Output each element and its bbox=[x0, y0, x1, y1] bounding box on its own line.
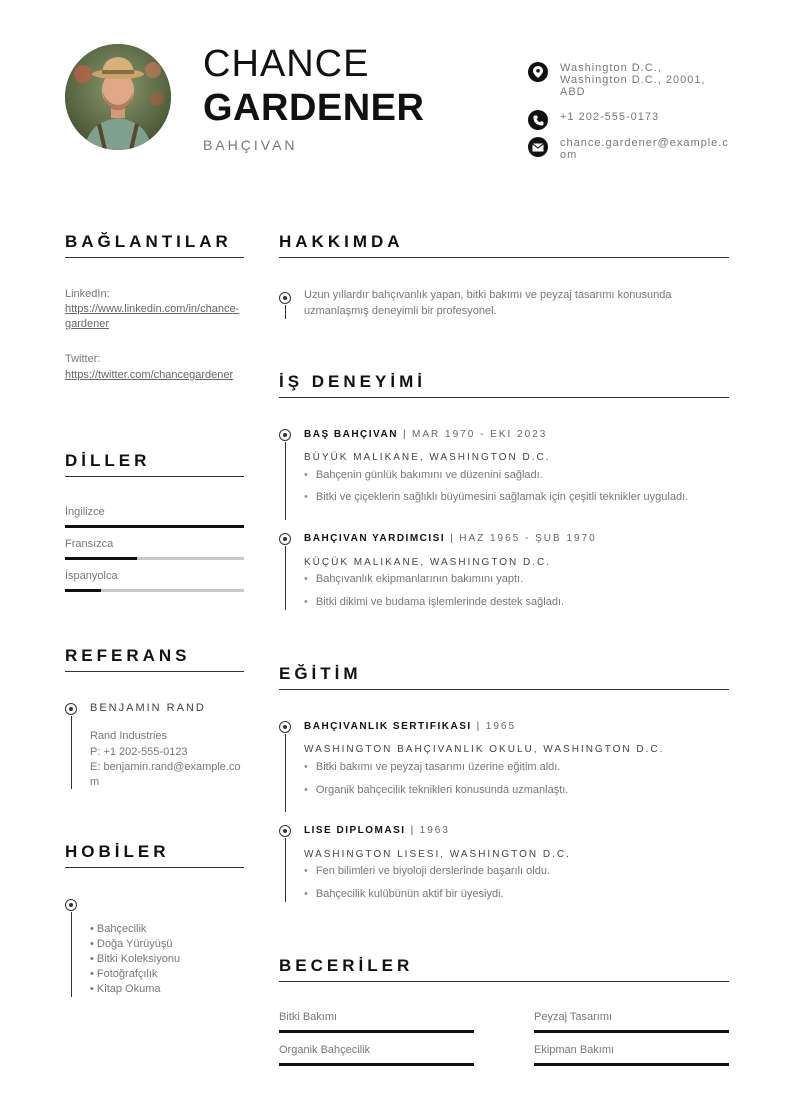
linkedin-label: LinkedIn: bbox=[65, 288, 110, 300]
address-text: Washington D.C., Washington D.C., 20001, ABD bbox=[560, 62, 706, 98]
twitter-link[interactable]: https://twitter.com/chancegardener bbox=[65, 369, 234, 381]
timeline-line bbox=[71, 912, 72, 997]
timeline-line bbox=[285, 734, 286, 812]
profile-photo bbox=[65, 44, 171, 150]
timeline-dot-icon bbox=[279, 721, 291, 733]
last-name: GARDENER bbox=[203, 87, 425, 129]
languages-heading: DİLLER bbox=[65, 451, 151, 470]
experience-role: BAŞ BAHÇIVAN bbox=[304, 429, 398, 440]
experience-company: BÜYÜK MALIKANE, WASHINGTON D.C. bbox=[304, 452, 551, 463]
language-english: İngilizce bbox=[65, 506, 105, 518]
timeline-dot-icon bbox=[279, 825, 291, 837]
separator: | bbox=[476, 721, 481, 732]
experience-rule bbox=[279, 397, 729, 398]
education-rule bbox=[279, 689, 729, 690]
experience-heading: İŞ DENEYİMİ bbox=[279, 372, 426, 391]
education-bullet: • Fen bilimleri ve biyoloji derslerinde başarılı oldu. bbox=[304, 865, 550, 877]
timeline-line bbox=[285, 305, 286, 319]
timeline-line bbox=[71, 716, 72, 789]
skill-bar bbox=[534, 1063, 729, 1066]
about-rule bbox=[279, 257, 729, 258]
timeline-dot-icon bbox=[279, 533, 291, 545]
timeline-line bbox=[285, 546, 286, 610]
linkedin-link[interactable]: https://www.linkedin.com/in/chance-gardener bbox=[65, 303, 240, 330]
timeline-dot-icon bbox=[65, 899, 77, 911]
separator: | bbox=[450, 533, 455, 544]
hobbies-heading: HOBİLER bbox=[65, 842, 170, 861]
education-date: 1963 bbox=[419, 825, 450, 836]
education-school: WASHINGTON LISESI, WASHINGTON D.C. bbox=[304, 849, 571, 860]
profile-photo-image bbox=[65, 44, 171, 150]
skill-bar bbox=[279, 1063, 474, 1066]
timeline-dot-icon bbox=[279, 429, 291, 441]
language-level-fill bbox=[65, 589, 101, 592]
hobby-item: • Bitki Koleksiyonu bbox=[90, 953, 181, 965]
skill-bar bbox=[534, 1030, 729, 1033]
skills-heading: BECERİLER bbox=[279, 956, 414, 975]
envelope-icon bbox=[528, 137, 548, 157]
education-school: WASHINGTON BAHÇIVANLIK OKULU, WASHINGTON D.C. bbox=[304, 744, 665, 755]
language-level-fill bbox=[65, 525, 244, 528]
timeline-dot-icon bbox=[65, 703, 77, 715]
email-text: chance.gardener@example.com bbox=[560, 137, 729, 161]
reference-email: E: benjamin.rand@example.com bbox=[90, 761, 241, 788]
experience-role: BAHÇIVAN YARDIMCISI bbox=[304, 533, 446, 544]
experience-date: MAR 1970 - EKI 2023 bbox=[412, 429, 548, 440]
references-rule bbox=[65, 671, 244, 672]
skill-label: Organik Bahçecilik bbox=[279, 1044, 371, 1056]
language-french-bar bbox=[65, 557, 244, 560]
twitter-label: Twitter: bbox=[65, 353, 101, 365]
phone-text: +1 202-555-0173 bbox=[560, 111, 660, 123]
timeline-line bbox=[285, 442, 286, 520]
location-pin-icon bbox=[528, 62, 548, 82]
hobbies-rule bbox=[65, 867, 244, 868]
experience-bullet: • Bahçıvanlık ekipmanlarının bakımını yaptı. bbox=[304, 573, 523, 585]
contact-phone bbox=[528, 110, 730, 130]
timeline-dot-icon bbox=[279, 292, 291, 304]
reference-name: BENJAMIN RAND bbox=[90, 702, 206, 714]
education-2-header bbox=[304, 825, 450, 836]
languages-rule bbox=[65, 476, 244, 477]
skill-bar bbox=[279, 1030, 474, 1033]
education-1-header bbox=[304, 721, 516, 732]
hobby-item: • Doğa Yürüyüşü bbox=[90, 938, 173, 950]
experience-company: KÜÇÜK MALIKANE, WASHINGTON D.C. bbox=[304, 557, 552, 568]
hobby-item: • Bahçecilik bbox=[90, 923, 147, 935]
phone-icon bbox=[528, 110, 548, 130]
timeline-line bbox=[285, 838, 286, 902]
hobby-item: • Kitap Okuma bbox=[90, 983, 161, 995]
language-spanish: İspanyolca bbox=[65, 570, 118, 582]
education-bullet: • Bitki bakımı ve peyzaj tasarımı üzerine eğitim aldı. bbox=[304, 761, 560, 773]
reference-phone: P: +1 202-555-0123 bbox=[90, 746, 188, 758]
contact-address bbox=[528, 62, 730, 98]
education-title: BAHÇIVANLIK SERTIFIKASI bbox=[304, 721, 472, 732]
education-bullet: • Organik bahçecilik teknikleri konusunda uzmanlaştı. bbox=[304, 784, 568, 796]
experience-1-header bbox=[304, 429, 547, 440]
skill-label: Ekipman Bakımı bbox=[534, 1044, 615, 1056]
experience-2-header bbox=[304, 533, 597, 544]
skills-rule bbox=[279, 981, 729, 982]
connections-rule bbox=[65, 257, 244, 258]
education-title: LISE DIPLOMASI bbox=[304, 825, 406, 836]
hobby-item: • Fotoğrafçılık bbox=[90, 968, 158, 980]
connections-heading: BAĞLANTILAR bbox=[65, 232, 232, 251]
first-name: CHANCE bbox=[203, 43, 370, 85]
references-heading: REFERANS bbox=[65, 646, 191, 665]
language-english-bar bbox=[65, 525, 244, 528]
language-french: Fransızca bbox=[65, 538, 114, 550]
language-spanish-bar bbox=[65, 589, 244, 592]
job-title: BAHÇIVAN bbox=[203, 137, 298, 153]
about-text: Uzun yıllardır bahçıvanlık yapan, bitki bakımı ve peyzaj tasarımı konusunda uzmanlaşmış deneyimli bir profesyonel. bbox=[304, 289, 672, 317]
skill-label: Bitki Bakımı bbox=[279, 1011, 338, 1023]
experience-bullet: • Bahçenin günlük bakımını ve düzenini sağladı. bbox=[304, 469, 543, 481]
experience-date: HAZ 1965 - ŞUB 1970 bbox=[459, 533, 597, 544]
education-bullet: • Bahçecilik kulübünün aktif bir üyesiydi. bbox=[304, 888, 504, 900]
experience-bullet: • Bitki dikimi ve budama işlemlerinde destek sağladı. bbox=[304, 596, 564, 608]
skill-label: Peyzaj Tasarımı bbox=[534, 1011, 613, 1023]
experience-bullet: • Bitki ve çiçeklerin sağlıklı büyümesini sağlamak için çeşitli teknikler uyguladı. bbox=[304, 491, 688, 503]
about-heading: HAKKIMDA bbox=[279, 232, 404, 251]
separator: | bbox=[410, 825, 415, 836]
separator: | bbox=[402, 429, 408, 440]
education-heading: EĞİTİM bbox=[279, 664, 362, 683]
contact-email bbox=[528, 137, 735, 161]
education-date: 1965 bbox=[485, 721, 517, 732]
language-level-fill bbox=[65, 557, 137, 560]
reference-company: Rand Industries bbox=[90, 730, 168, 742]
